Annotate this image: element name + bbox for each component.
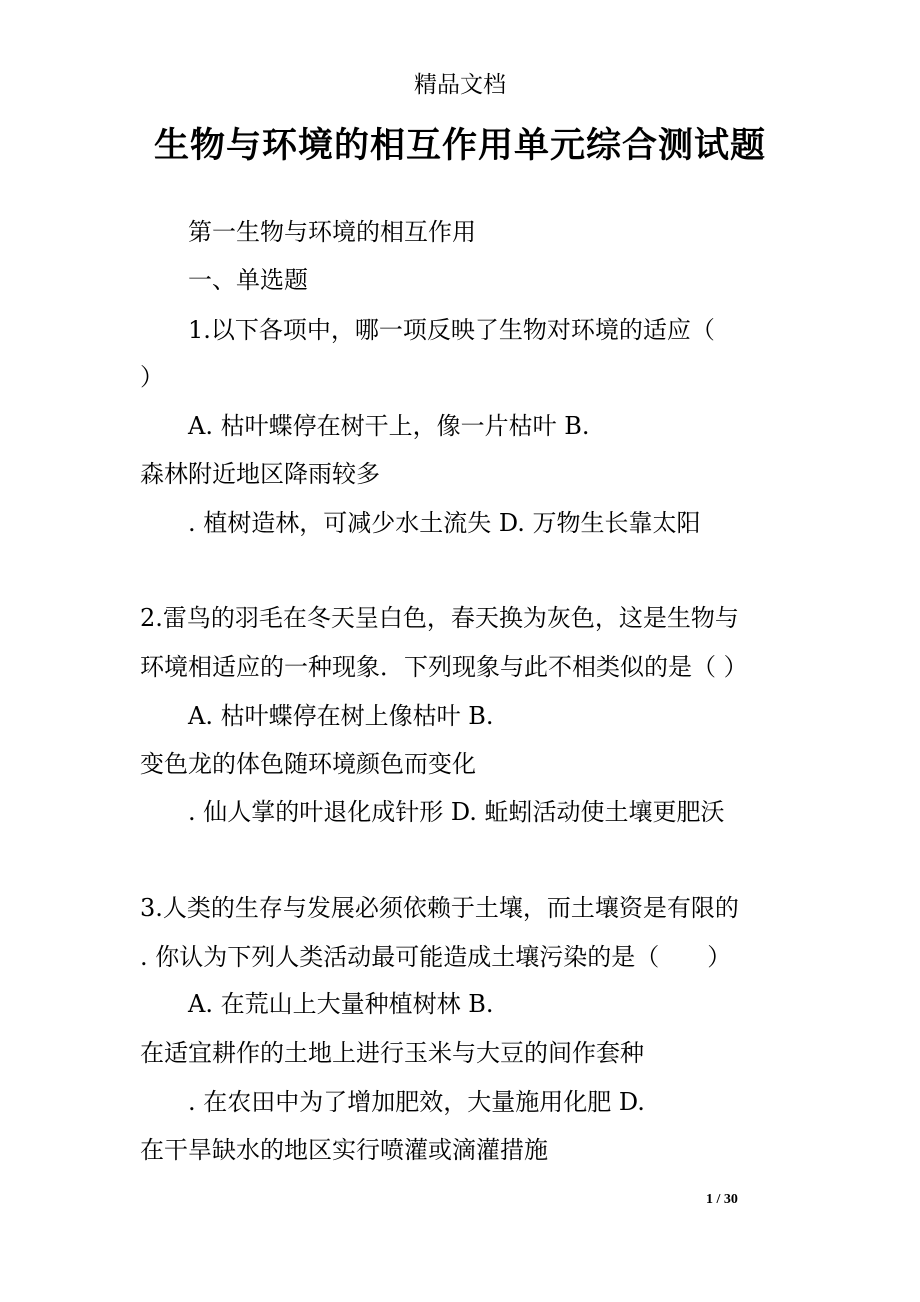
question-options: A. 在荒山上大量种植树林 B.: [188, 990, 494, 1018]
question-stem: 3.人类的生存与发展必须依赖于土壤，而土壤资是有限的: [140, 894, 739, 922]
question-stem: 2.雷鸟的羽毛在冬天呈白色，春天换为灰色，这是生物与: [140, 604, 739, 632]
question-stem-continued: . 你认为下列人类活动最可能造成土壤污染的是（ ）: [140, 943, 732, 971]
question-options: 在干旱缺水的地区实行喷灌或滴灌措施: [140, 1136, 548, 1164]
subsection-heading: 一、单选题: [188, 266, 308, 294]
question-options: . 在农田中为了增加肥效，大量施用化肥 D.: [188, 1088, 645, 1116]
question-options: A. 枯叶蝶停在树干上，像一片枯叶 B.: [188, 412, 590, 440]
question-options: . 植树造林，可减少水土流失 D. 万物生长靠太阳: [188, 509, 701, 537]
question-stem-continued: ）: [140, 363, 164, 391]
question-options: . 仙人掌的叶退化成针形 D. 蚯蚓活动使土壤更肥沃: [188, 798, 725, 826]
question-stem-continued: 环境相适应的一种现象．下列现象与此不相类似的是（ ）: [140, 653, 748, 681]
question-options: 变色龙的体色随环境颜色而变化: [140, 750, 476, 778]
question-options: 在适宜耕作的土地上进行玉米与大豆的间作套种: [140, 1039, 644, 1067]
page-number: 1 / 30: [706, 1192, 738, 1207]
question-options: 森林附近地区降雨较多: [140, 460, 380, 488]
question-stem: 1.以下各项中，哪一项反映了生物对环境的适应（: [188, 316, 715, 344]
question-options: A. 枯叶蝶停在树上像枯叶 B.: [188, 702, 494, 730]
page-header: 精品文档: [414, 72, 506, 98]
section-heading: 第一生物与环境的相互作用: [188, 218, 476, 246]
document-title: 生物与环境的相互作用单元综合测试题: [153, 126, 766, 166]
